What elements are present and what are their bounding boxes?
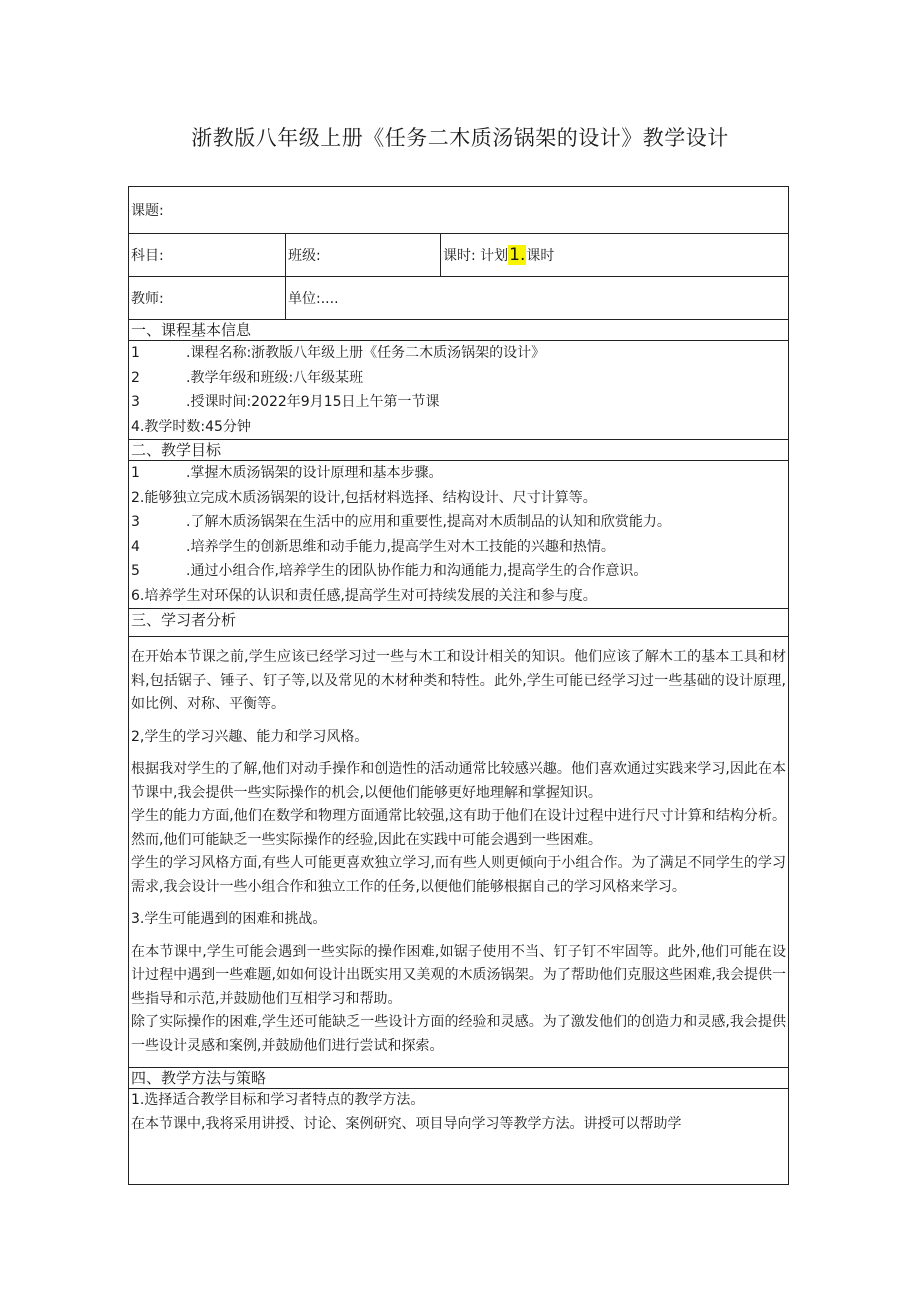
paragraph: 根据我对学生的了解,他们对动手操作和创造性的活动通常比较感兴趣。他们喜欢通过实践来学习,因此在本节课中,我会提供一些实际操作的机会,以便他们能够更好地理解和掌握知识。 bbox=[131, 761, 786, 801]
topic-cell bbox=[129, 187, 788, 234]
period-unit: 课时 bbox=[526, 248, 555, 264]
section-2-body bbox=[129, 461, 788, 608]
unit-cell bbox=[286, 277, 789, 320]
subject-label: 科目: bbox=[131, 248, 164, 264]
paragraph: 1.选择适合教学目标和学习者特点的教学方法。 bbox=[131, 1092, 425, 1108]
subheading: 3.学生可能遇到的困难和挑战。 bbox=[131, 911, 327, 927]
unit-value: .... bbox=[320, 291, 339, 307]
section-3-heading: 三、学习者分析 bbox=[129, 608, 788, 637]
section-4-heading: 四、教学方法与策略 bbox=[129, 1067, 788, 1089]
list-item: 6.培养学生对环保的认识和责任感,提高学生对可持续发展的关注和参与度。 bbox=[131, 587, 597, 604]
paragraph: 在本节课中,学生可能会遇到一些实际的操作困难,如锯子使用不当、钉子钉不牢固等。此外,他们可能在设计过程中遇到一些难题,如如何设计出既实用又美观的木质汤锅架。为了帮助他们克服这些困难,我会提供一些指导和示范,并鼓励他们互相学习和帮助。 bbox=[131, 943, 786, 1007]
subject-cell bbox=[129, 234, 286, 277]
teacher-label: 教师: bbox=[131, 291, 164, 307]
period-plan: 计划 bbox=[480, 248, 509, 264]
list-item: 2 .教学年级和班级:八年级某班 bbox=[131, 369, 364, 386]
topic-label: 课题: bbox=[131, 203, 164, 219]
document-title: 浙教版八年级上册《任务二木质汤锅架的设计》教学设计 bbox=[191, 126, 729, 150]
list-item: 3 .授课时间:2022年9月15日上午第一节课 bbox=[131, 394, 440, 410]
paragraph: 学生的能力方面,他们在数学和物理方面通常比较强,这有助于他们在设计过程中进行尺寸计算和结构分析。然而,他们可能缺乏一些实际操作的经验,因此在实践中可能会遇到一些困难。 bbox=[131, 808, 786, 848]
class-label: 班级: bbox=[288, 248, 321, 264]
sections bbox=[129, 320, 788, 1136]
list-item: 2.能够独立完成木质汤锅架的设计,包括材料选择、结构设计、尺寸计算等。 bbox=[131, 489, 597, 506]
paragraph: 在开始本节课之前,学生应该已经学习过一些与木工和设计相关的知识。他们应该了解木工的基本工具和材料,包括锯子、锤子、钉子等,以及常见的木材种类和特性。此外,学生可能已经学习过一些基础的设计原理,如比例、对称、平衡等。 bbox=[131, 649, 786, 712]
section-3-body bbox=[129, 637, 788, 1067]
paragraph: 除了实际操作的困难,学生还可能缺乏一些设计方面的经验和灵感。为了激发他们的创造力和灵感,我会提供一些设计灵感和案例,并鼓励他们进行尝试和探索。 bbox=[131, 1014, 786, 1054]
period-number: 1. bbox=[509, 245, 526, 265]
period-label: 课时: bbox=[443, 248, 476, 264]
subheading: 2,学生的学习兴趣、能力和学习风格。 bbox=[131, 728, 369, 745]
list-item: 1 .掌握木质汤锅架的设计原理和基本步骤。 bbox=[131, 465, 443, 481]
teacher-cell bbox=[129, 277, 286, 320]
section-1-heading: 一、课程基本信息 bbox=[129, 320, 788, 341]
info-table bbox=[129, 187, 788, 320]
list-item: 4 .培养学生的创新思维和动手能力,提高学生对木工技能的兴趣和热情。 bbox=[131, 538, 615, 555]
paragraph: 学生的学习风格方面,有些人可能更喜欢独立学习,而有些人则更倾向于小组合作。为了满足不同学生的学习需求,我会设计一些小组合作和独立工作的任务,以便他们能够根据自己的学习风格来学习。 bbox=[131, 855, 786, 895]
list-item: 3 .了解木质汤锅架在生活中的应用和重要性,提高对木质制品的认知和欣赏能力。 bbox=[131, 514, 671, 530]
period-cell bbox=[441, 234, 789, 277]
list-item: 5 .通过小组合作,培养学生的团队协作能力和沟通能力,提高学生的合作意识。 bbox=[131, 563, 648, 579]
list-item: 1 .课程名称:浙教版八年级上册《任务二木质汤锅架的设计》 bbox=[131, 345, 546, 361]
list-item: 4.教学时数:45分钟 bbox=[131, 418, 251, 435]
section-1-body bbox=[129, 341, 788, 439]
class-cell bbox=[286, 234, 441, 277]
unit-label: 单位: bbox=[288, 291, 321, 307]
section-2-heading: 二、教学目标 bbox=[129, 439, 788, 461]
section-4-body bbox=[129, 1089, 788, 1136]
paragraph: 在本节课中,我将采用讲授、讨论、案例研究、项目导向学习等教学方法。讲授可以帮助学 bbox=[131, 1115, 682, 1132]
lesson-plan-table bbox=[128, 186, 789, 1185]
